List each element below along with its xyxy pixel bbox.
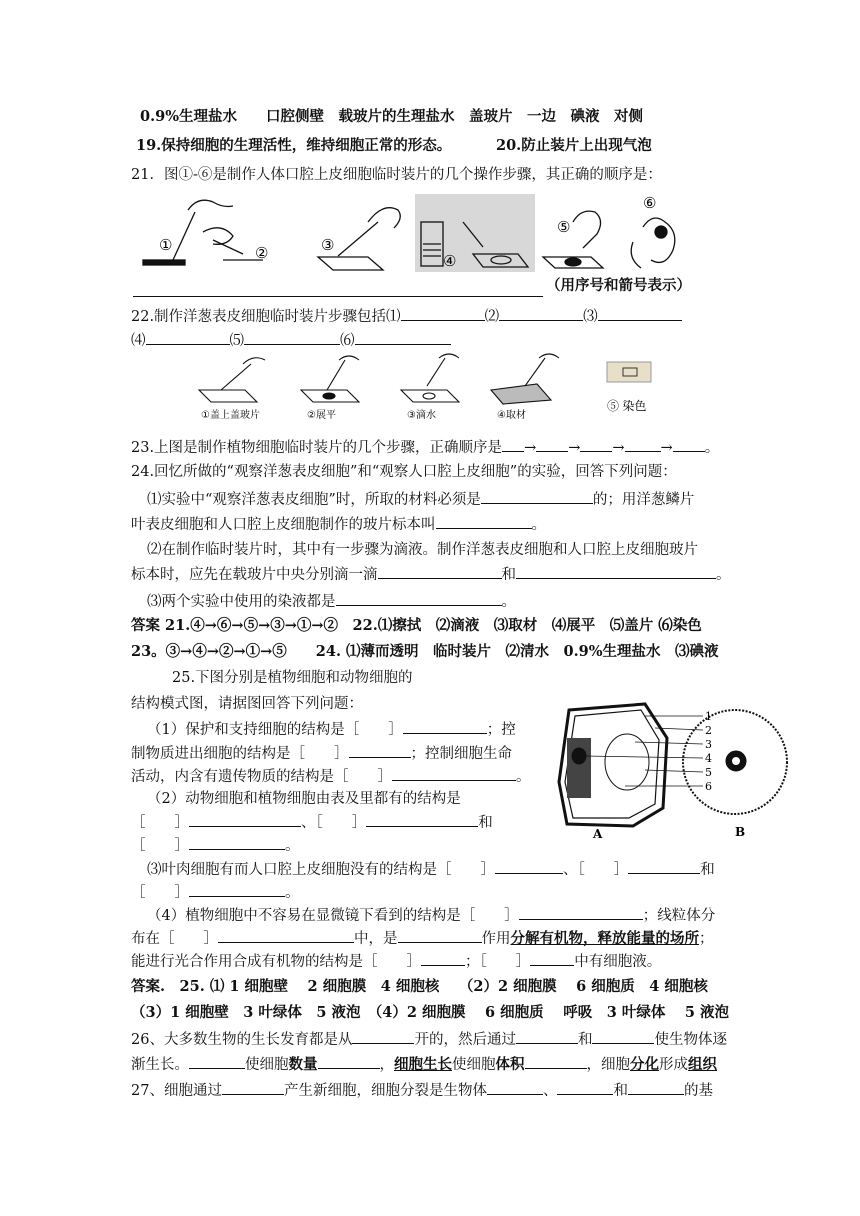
blank-25-1a[interactable] xyxy=(403,719,487,734)
q27-text-a: 27、细胞通过 xyxy=(131,1083,222,1099)
blank-24-2a[interactable] xyxy=(378,564,502,579)
cell-label-6: 6 xyxy=(705,780,712,793)
step-label-5: ⑤ xyxy=(557,218,571,236)
q24-2-text-b: 标本时，应先在载玻片中央分别滴一滴 xyxy=(131,567,378,583)
caption-22-5: ⑤ 染色 xyxy=(607,399,647,413)
cell-b-label: B xyxy=(735,825,746,839)
question-25-intro-b: 结构模式图，请据图回答下列问题： xyxy=(131,696,363,712)
blank-25-3c[interactable] xyxy=(189,882,285,897)
q22-label-4: ⑷ xyxy=(131,333,146,349)
q25-2-bracket-2: 、［ ］ xyxy=(301,815,367,831)
q22-label-2: ⑵ xyxy=(484,309,500,325)
blank-25-4e[interactable] xyxy=(530,951,574,966)
step-label-3: ③ xyxy=(321,236,335,254)
cell-label-1: 1 xyxy=(705,710,712,723)
answer-25-b: （3）1 细胞壁 3 叶绿体 5 液泡 （4）2 细胞膜 6 细胞质 呼吸 3 叶绿体 5 液泡 xyxy=(131,1004,730,1021)
answer-23-24: 23。③→④→②→①→⑤ 24. ⑴薄而透明 临时装片 ⑵清水 0.9%生理盐水 ⑶碘液 xyxy=(131,643,719,660)
q26-text-l: ，细胞 xyxy=(586,1057,630,1073)
q25-2-bracket-1: ［ ］ xyxy=(131,815,189,831)
blank-25-1c[interactable] xyxy=(392,766,516,781)
blank-23-2[interactable] xyxy=(536,437,568,452)
blank-22-6[interactable] xyxy=(355,330,451,345)
answer-line-19: 19.保持细胞的生理活性，维持细胞正常的形态。 xyxy=(136,137,452,154)
q25-1-text-e: 活动，内含有遗传物质的结构是［ ］ xyxy=(131,769,392,785)
q24-1-text: ⑴实验中“观察洋葱表皮细胞”时，所取的材料必须是 xyxy=(147,492,481,508)
q24-2-text: ⑵在制作临时装片时，其中有一步骤为滴液。制作洋葱表皮细胞和人口腔上皮细胞玻片 xyxy=(147,542,698,558)
blank-22-3[interactable] xyxy=(598,306,682,321)
answer-blank-21[interactable] xyxy=(133,282,543,297)
caption-22-2: ②展平 xyxy=(307,410,336,421)
question-21-note: （用序号和箭号表示） xyxy=(546,277,691,294)
blank-25-2a[interactable] xyxy=(189,812,301,827)
q25-4-text: （4）植物细胞中不容易在显微镜下看到的结构是［ ］ xyxy=(147,908,519,924)
q25-1-text-c: 制物质进出细胞的结构是［ ］ xyxy=(131,746,349,762)
q24-1-text-c: 叶表皮细胞和人口腔上皮细胞制作的玻片标本叫 xyxy=(131,517,436,533)
answer-line-1: 0.9%生理盐水 口腔侧壁 载玻片的生理盐水 盖玻片 一边 碘液 对侧 xyxy=(140,108,644,125)
q25-4-text-c: 布在［ ］ xyxy=(131,931,218,947)
blank-26-1[interactable] xyxy=(352,1029,414,1044)
q26-bold-volume: 体积 xyxy=(495,1056,525,1073)
blank-23-5[interactable] xyxy=(673,437,705,452)
blank-22-5[interactable] xyxy=(244,330,340,345)
q26-bold-cell-growth: 细胞生长 xyxy=(394,1056,452,1073)
blank-27-1[interactable] xyxy=(222,1080,284,1095)
blank-24-1b[interactable] xyxy=(436,514,532,529)
q26-text-c: 和 xyxy=(577,1032,593,1048)
blank-26-6[interactable] xyxy=(525,1054,587,1069)
q26-bold-tissue: 组织 xyxy=(688,1056,717,1073)
blank-24-3[interactable] xyxy=(336,591,502,606)
blank-27-4[interactable] xyxy=(628,1080,684,1095)
question-23: 23.上图是制作植物细胞临时装片的几个步骤，正确顺序是 xyxy=(131,440,503,456)
q26-text-h: ， xyxy=(379,1057,394,1073)
answer-21-22: 答案 21.④→⑥→⑤→③→①→② 22.⑴擦拭 ⑵滴液 ⑶取材 ⑷展平 ⑸盖片 ⑹染色 xyxy=(131,617,702,634)
q25-3-and: 和 xyxy=(700,862,715,878)
blank-22-1[interactable] xyxy=(401,306,485,321)
blank-23-1[interactable] xyxy=(502,437,524,452)
question-21: 21．图①-⑥是制作人体口腔上皮细胞临时装片的几个操作步骤，其正确的顺序是： xyxy=(131,167,662,183)
question-25-intro: 25.下图分别是植物细胞和动物细胞的 xyxy=(172,670,413,686)
q25-4-text-g: ； xyxy=(699,931,714,947)
caption-22-3: ③滴水 xyxy=(407,410,436,421)
blank-25-2b[interactable] xyxy=(366,812,478,827)
q26-text-b: 开的，然后通过 xyxy=(414,1032,516,1048)
question-22-intro: 22.制作洋葱表皮细胞临时装片步骤包括⑴ xyxy=(131,309,401,325)
step-label-4: ④ xyxy=(443,252,457,270)
q26-text-f: 使细胞 xyxy=(245,1057,289,1073)
q26-text-n: 形成 xyxy=(659,1057,688,1073)
cell-label-4: 4 xyxy=(705,752,712,765)
q25-4-text-d: 中，是 xyxy=(354,931,398,947)
blank-25-4b[interactable] xyxy=(218,928,354,943)
blank-25-3a[interactable] xyxy=(495,859,563,874)
q25-4-text-j: 中有细胞液。 xyxy=(574,954,662,970)
blank-22-4[interactable] xyxy=(146,330,230,345)
blank-23-4[interactable] xyxy=(625,437,661,452)
q25-4-text-b: ；线粒体分 xyxy=(642,908,716,924)
q27-text-d: 和 xyxy=(613,1083,628,1099)
q25-4-text-i: ；［ ］ xyxy=(465,954,531,970)
figure-21-steps xyxy=(133,192,693,274)
answer-line-20: 20.防止装片上出现气泡 xyxy=(496,137,652,154)
step-label-2: ② xyxy=(255,244,269,262)
blank-27-2[interactable] xyxy=(487,1080,543,1095)
caption-22-4: ④取材 xyxy=(497,410,526,421)
figure-25-cells xyxy=(555,698,795,840)
blank-26-2[interactable] xyxy=(516,1029,578,1044)
q27-text-c: 、 xyxy=(542,1083,558,1099)
q27-text-e: 的基 xyxy=(683,1083,713,1099)
blank-25-3b[interactable] xyxy=(628,859,700,874)
q26-text-j: 使细胞 xyxy=(452,1057,496,1073)
q26-bold-differentiation: 分化 xyxy=(630,1056,659,1073)
caption-22-1: ①盖上盖玻片 xyxy=(201,410,260,421)
blank-26-4[interactable] xyxy=(189,1054,245,1069)
q26-text-d: 使生物体逐 xyxy=(654,1032,727,1048)
q25-3-bracket-3: ［ ］ xyxy=(131,885,189,901)
q25-1-text-b: ；控 xyxy=(486,722,516,738)
q25-2-bracket-3: ［ ］ xyxy=(131,838,189,854)
cell-a-label: A xyxy=(593,827,603,840)
answer-25-a: 答案. 25. ⑴ 1 细胞壁 2 细胞膜 4 细胞核 （2）2 细胞膜 6 细胞质 4 细胞核 xyxy=(131,978,708,995)
blank-25-1b[interactable] xyxy=(349,743,411,758)
q25-2-text: （2）动物细胞和植物细胞由表及里都有的结构是 xyxy=(147,791,461,807)
blank-26-3[interactable] xyxy=(592,1029,654,1044)
blank-24-1[interactable] xyxy=(481,489,593,504)
q25-4-text-e: 作用 xyxy=(481,931,511,947)
blank-25-4c[interactable] xyxy=(398,928,482,943)
q25-3-bracket-2: 、［ ］ xyxy=(563,862,629,878)
blank-24-2b[interactable] xyxy=(516,564,716,579)
blank-25-4a[interactable] xyxy=(519,905,643,920)
q25-4-underlined: 分解有机物，释放能量的场所 xyxy=(510,930,699,947)
q26-text-a: 26、大多数生物的生长发育都是从 xyxy=(131,1032,353,1048)
q25-1-text-d: ；控制细胞生命 xyxy=(410,746,512,762)
blank-27-3[interactable] xyxy=(557,1080,613,1095)
blank-25-4d[interactable] xyxy=(421,951,465,966)
q24-3-text: ⑶两个实验中使用的染液都是 xyxy=(147,594,336,610)
q25-4-text-h: 能进行光合作用合成有机物的结构是［ ］ xyxy=(131,954,421,970)
q22-label-3: ⑶ xyxy=(583,309,598,325)
q27-text-b: 产生新细胞，细胞分裂是生物体 xyxy=(283,1083,487,1099)
q22-label-5: ⑸ xyxy=(229,333,244,349)
cell-label-5: 5 xyxy=(705,766,712,779)
cell-label-2: 2 xyxy=(705,724,712,737)
q26-text-e: 渐生长。 xyxy=(131,1057,189,1073)
q24-1-text-b: 的；用洋葱鳞片 xyxy=(592,492,695,508)
blank-26-5[interactable] xyxy=(318,1054,380,1069)
step-label-1: ① xyxy=(159,236,173,254)
blank-23-3[interactable] xyxy=(580,437,612,452)
q24-2-and: 和 xyxy=(501,567,516,583)
blank-25-2c[interactable] xyxy=(189,835,285,850)
step-label-6: ⑥ xyxy=(643,194,657,212)
cell-label-3: 3 xyxy=(705,738,712,751)
q25-1-text: （1）保护和支持细胞的结构是［ ］ xyxy=(147,722,403,738)
figure-22-steps xyxy=(195,350,665,425)
blank-22-2[interactable] xyxy=(499,306,583,321)
q25-2-and: 和 xyxy=(478,815,493,831)
q25-3-text: ⑶叶肉细胞有而人口腔上皮细胞没有的结构是［ ］ xyxy=(147,862,495,878)
q22-label-6: ⑹ xyxy=(340,333,355,349)
question-24: 24.回忆所做的“观察洋葱表皮细胞”和“观察人口腔上皮细胞”的实验，回答下列问题： xyxy=(131,464,677,480)
q26-bold-quantity: 数量 xyxy=(288,1056,318,1073)
